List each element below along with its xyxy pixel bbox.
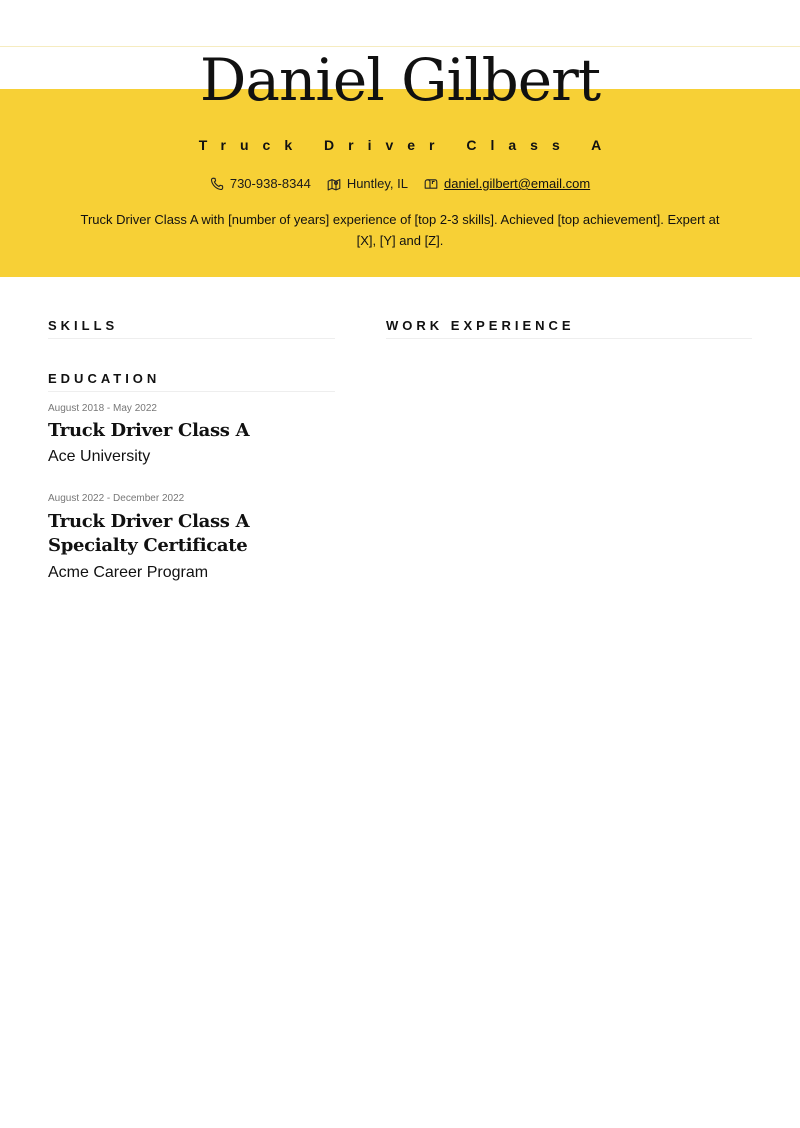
education-school: Ace University [48,448,151,465]
contact-email[interactable] [424,175,590,193]
job-title: Truck Driver Class A [198,137,616,153]
email-link[interactable]: daniel.gilbert@email.com [444,176,591,191]
phone-text: 730-938-8344 [229,176,311,191]
skills-heading: SKILLS [48,318,119,333]
education-dates: August 2022 - December 2022 [48,493,185,504]
education-degree: Truck Driver Class A Specialty Certificate [48,511,250,556]
map-icon [327,177,341,191]
summary-text: Truck Driver Class A with [number of years] experience of [top 2-3 skills]. Achieved [top achievement]. Expert at [X], [Y] and [Z]. [80,212,720,248]
education-school: Acme Career Program [48,564,209,581]
contact-phone [210,175,311,193]
skills-divider [48,338,335,339]
education-divider [48,391,335,392]
education-dates: August 2018 - May 2022 [48,403,157,414]
education-degree: Truck Driver Class A [48,420,250,441]
contact-row [0,175,800,193]
phone-icon [210,177,224,191]
location-text: Huntley, IL [346,176,408,191]
education-heading: EDUCATION [48,371,161,386]
work-experience-heading: WORK EXPERIENCE [386,318,575,333]
mailbox-icon [424,177,438,191]
contact-location [327,175,408,193]
candidate-name: Daniel Gilbert [199,46,601,114]
work-experience-divider [386,338,752,339]
